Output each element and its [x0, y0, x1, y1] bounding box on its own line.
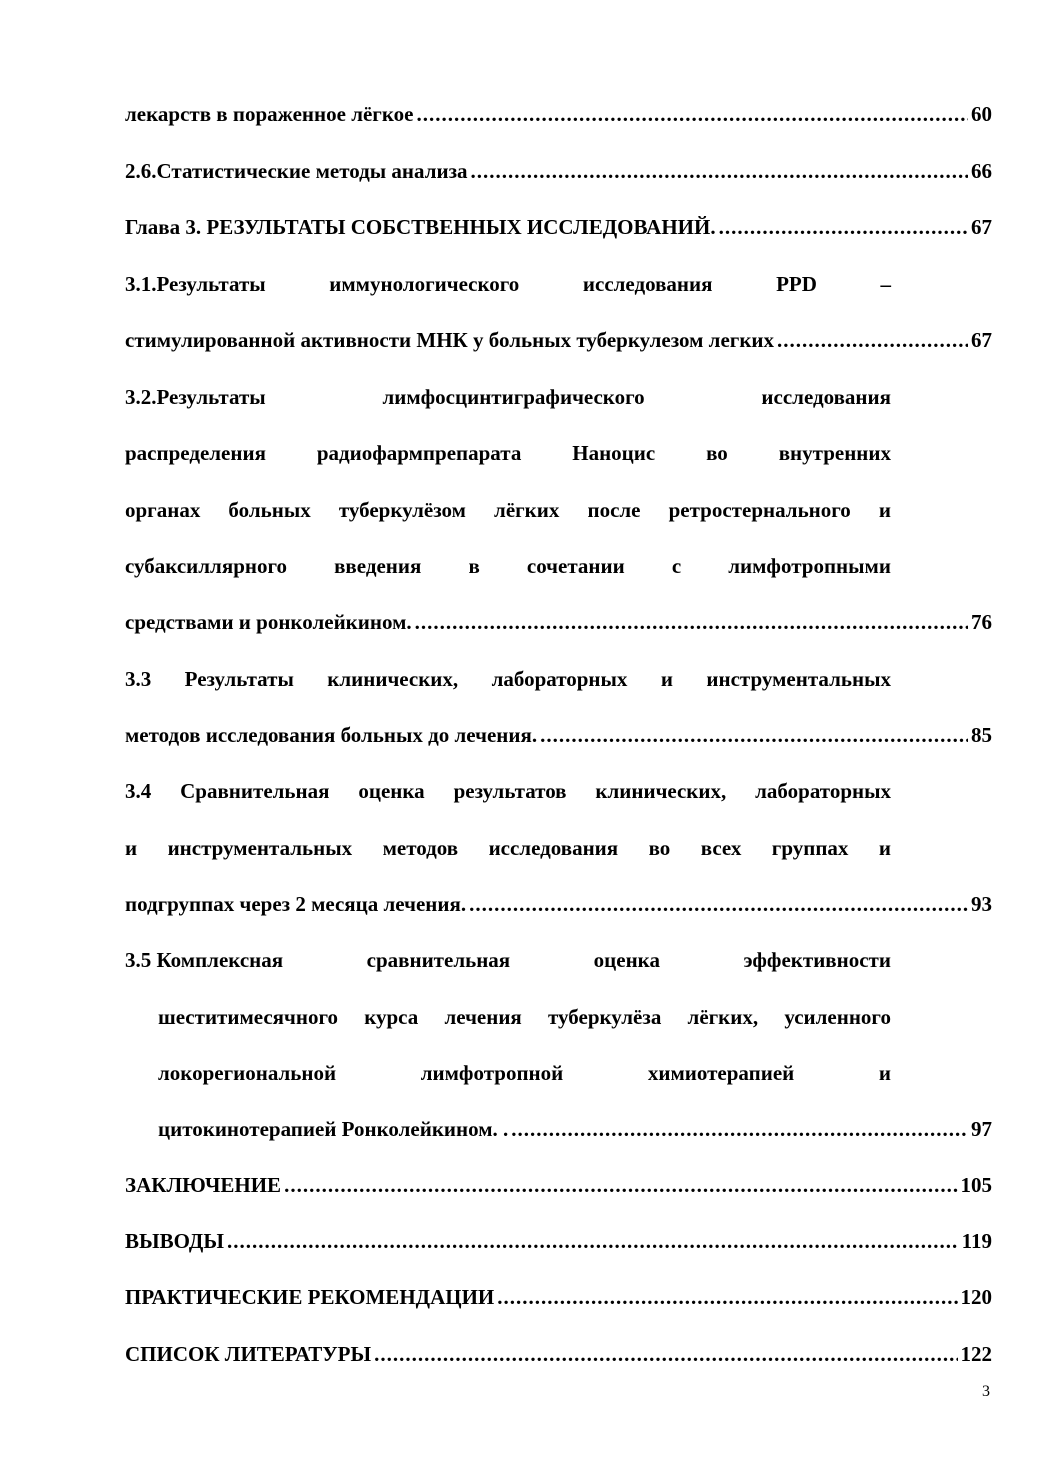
toc-entry-text: подгруппах через 2 месяца лечения. — [125, 891, 467, 916]
toc-word: туберкулёза — [548, 1004, 662, 1029]
toc-word: клинических, — [595, 778, 727, 803]
toc-leader-dots — [777, 328, 968, 353]
toc-word: введения — [334, 553, 422, 578]
toc-leader-dots — [497, 1285, 957, 1310]
toc-word: оценка — [593, 947, 660, 972]
toc-leader-dots — [284, 1173, 957, 1198]
toc-word: исследования — [488, 835, 619, 860]
page-number: 3 — [982, 1383, 990, 1400]
toc-leader-dots — [227, 1229, 959, 1254]
toc-word: лечения — [444, 1004, 522, 1029]
toc-leader-dots — [719, 215, 968, 240]
toc-entry — [125, 94, 992, 134]
toc-entry — [125, 1165, 992, 1205]
toc-entry-page: 76 — [971, 609, 992, 634]
toc-entry-line — [125, 377, 891, 417]
toc-word: инструментальных — [167, 835, 353, 860]
toc-entry-page: 120 — [960, 1284, 992, 1309]
toc-word: локорегиональной — [158, 1060, 337, 1085]
toc-entry-page: 97 — [971, 1116, 992, 1141]
toc-word: в — [468, 553, 480, 578]
toc-word: группах — [771, 835, 849, 860]
toc-word: во — [706, 440, 728, 465]
toc-word: эффективности — [743, 947, 891, 972]
toc-word: PPD — [776, 271, 817, 296]
toc-leader-dots — [374, 1342, 957, 1367]
toc-word: иммунологического — [329, 271, 520, 296]
toc-word: лабораторных — [755, 778, 891, 803]
toc-entry-text: ПРАКТИЧЕСКИЕ РЕКОМЕНДАЦИИ — [125, 1284, 495, 1309]
toc-word: распределения — [125, 440, 266, 465]
toc-entry-text: 2.6.Статистические методы анализа — [125, 158, 468, 183]
toc-entry-line — [158, 1053, 891, 1093]
toc-word: 3.2.Результаты — [125, 384, 266, 409]
toc-word: всех — [700, 835, 742, 860]
toc-word: лабораторных — [491, 666, 628, 691]
toc-word: 3.4 — [125, 778, 152, 803]
toc-entry-line — [125, 433, 891, 473]
toc-entry — [125, 602, 992, 642]
toc-word: Наноцис — [572, 440, 656, 465]
toc-word: оценка — [358, 778, 425, 803]
toc-entry-line — [125, 264, 891, 304]
toc-word: методов — [382, 835, 459, 860]
toc-entry — [125, 884, 992, 924]
toc-word: во — [648, 835, 671, 860]
toc-word: и — [125, 835, 138, 860]
toc-word: больных — [228, 497, 311, 522]
toc-entry-text: СПИСОК ЛИТЕРАТУРЫ — [125, 1341, 372, 1366]
toc-word: туберкулёзом — [338, 497, 466, 522]
toc-entry — [125, 715, 992, 755]
toc-word: радиофармпрепарата — [316, 440, 522, 465]
toc-word: лимфосцинтиграфического — [382, 384, 645, 409]
toc-word: шеститимесячного — [158, 1004, 338, 1029]
toc-word: после — [587, 497, 641, 522]
toc-word: Результаты — [184, 666, 294, 691]
toc-entry-page: 67 — [971, 327, 992, 352]
toc-leader-dots — [471, 159, 968, 184]
toc-word: и — [878, 835, 891, 860]
toc-word: – — [880, 271, 891, 296]
toc-entry — [125, 1334, 992, 1374]
toc-entry-page: 105 — [960, 1172, 992, 1197]
toc-word: 3.5 Комплексная — [125, 947, 284, 972]
toc-entry — [125, 1221, 992, 1261]
toc-entry-text: стимулированной активности МНК у больных туберкулезом легких — [125, 327, 775, 352]
toc-entry-text: ВЫВОДЫ — [125, 1228, 224, 1253]
toc-word: усиленного — [784, 1004, 891, 1029]
toc-entry-page: 67 — [971, 214, 992, 239]
toc-word: лимфотропной — [420, 1060, 564, 1085]
toc-word: сравнительная — [366, 947, 511, 972]
toc-entry — [125, 207, 992, 247]
toc-entry-text: ЗАКЛЮЧЕНИЕ — [125, 1172, 282, 1197]
toc-word: внутренних — [778, 440, 891, 465]
toc-entry-page: 119 — [961, 1228, 992, 1253]
toc-entry-text: лекарств в пораженное лёгкое — [125, 101, 414, 126]
toc-entry-line — [125, 940, 891, 980]
toc-word: результатов — [453, 778, 567, 803]
toc-entry-line — [125, 490, 891, 530]
toc-entry — [158, 1109, 992, 1149]
toc-leader-dots — [416, 102, 968, 127]
toc-entry-line — [125, 659, 891, 699]
toc-word: лимфотропными — [728, 553, 891, 578]
toc-entry-text: средствами и ронколейкином. — [125, 609, 412, 634]
toc-word: 3.3 — [125, 666, 152, 691]
toc-word: и — [878, 497, 891, 522]
toc-entry — [125, 1277, 992, 1317]
toc-word: инструментальных — [706, 666, 891, 691]
toc-word: и — [660, 666, 673, 691]
toc-entry-line — [125, 771, 891, 811]
toc-word: Сравнительная — [180, 778, 330, 803]
toc-entry-page: 66 — [971, 158, 992, 183]
toc-entry-line — [125, 546, 891, 586]
toc-word: органах — [125, 497, 201, 522]
toc-word: курса — [364, 1004, 419, 1029]
toc-entry-page: 93 — [971, 891, 992, 916]
toc-entry-text: методов исследования больных до лечения. — [125, 722, 538, 747]
toc-entry-page: 122 — [960, 1341, 992, 1366]
toc-word: химиотерапией — [647, 1060, 795, 1085]
toc-word: сочетании — [526, 553, 625, 578]
toc-word: 3.1.Результаты — [125, 271, 266, 296]
toc-leader-dots — [511, 1117, 968, 1142]
toc-word: субаксиллярного — [125, 553, 287, 578]
toc-entry — [125, 151, 992, 191]
toc-leader-dots — [540, 723, 968, 748]
toc-entry-page: 60 — [971, 101, 992, 126]
toc-entry-line — [158, 997, 891, 1037]
toc-entry-line — [125, 828, 891, 868]
toc-word: ретростернального — [668, 497, 851, 522]
toc-word: исследования — [761, 384, 891, 409]
toc-word: клинических, — [327, 666, 459, 691]
toc-entry-text: Глава 3. РЕЗУЛЬТАТЫ СОБСТВЕННЫХ ИССЛЕДОВАНИЙ. — [125, 214, 716, 239]
toc-entry-text: цитокинотерапией Ронколейкином. . — [158, 1116, 509, 1141]
toc-entry — [125, 320, 992, 360]
toc-word: с — [671, 553, 682, 578]
toc-word: лёгких — [494, 497, 560, 522]
toc-word: и — [878, 1060, 891, 1085]
toc-word: лёгких, — [687, 1004, 759, 1029]
toc-leader-dots — [469, 892, 968, 917]
toc-leader-dots — [415, 610, 968, 635]
toc-entry-page: 85 — [971, 722, 992, 747]
toc-word: исследования — [582, 271, 713, 296]
